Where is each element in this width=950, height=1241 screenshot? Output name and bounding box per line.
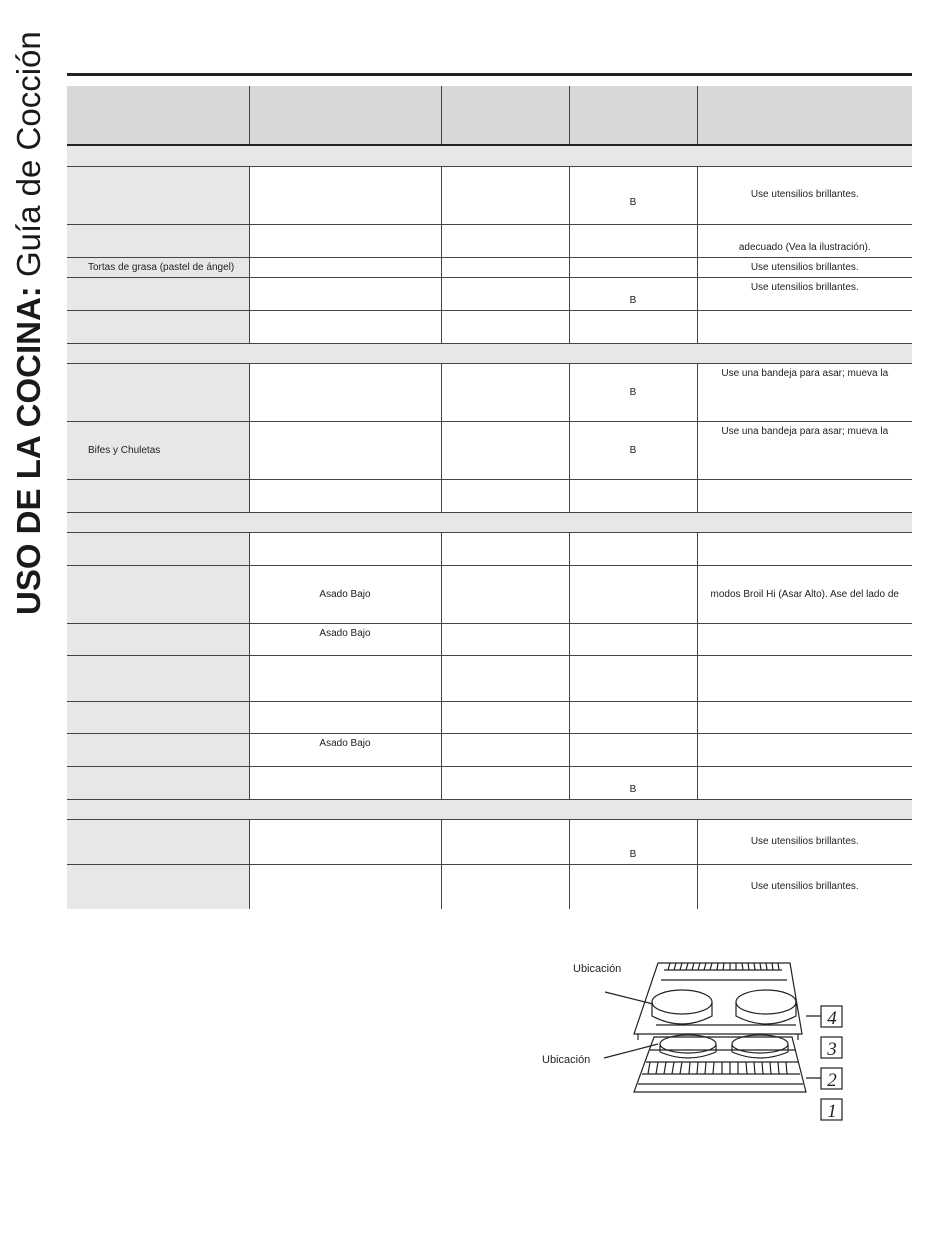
table-cell bbox=[569, 532, 697, 565]
table-cell bbox=[441, 701, 569, 733]
table-cell bbox=[67, 655, 249, 701]
table-row bbox=[67, 166, 912, 224]
side-title-light: Guía de Cocción bbox=[10, 31, 47, 287]
table-cell bbox=[697, 532, 912, 565]
table-cell: Use utensilios brillantes. bbox=[697, 277, 912, 310]
rack-number-4: 4 bbox=[827, 1008, 837, 1029]
section-row bbox=[67, 145, 912, 166]
table-cell bbox=[569, 257, 697, 277]
table-cell bbox=[249, 166, 441, 224]
section-cell bbox=[67, 512, 912, 532]
table-cell: Use utensilios brillantes. bbox=[697, 864, 912, 909]
table-cell bbox=[441, 766, 569, 799]
table-row bbox=[67, 864, 912, 909]
table-cell bbox=[697, 733, 912, 766]
rack-position-diagram bbox=[530, 950, 860, 1130]
cooking-guide-table bbox=[67, 86, 912, 909]
table-cell bbox=[569, 655, 697, 701]
pan-right-upper bbox=[736, 990, 796, 1014]
page-side-title bbox=[6, 31, 52, 615]
section-cell bbox=[67, 799, 912, 819]
table-cell: B bbox=[569, 819, 697, 864]
table-cell bbox=[249, 479, 441, 512]
section-row bbox=[67, 343, 912, 363]
table-cell bbox=[441, 277, 569, 310]
table-cell bbox=[441, 166, 569, 224]
table-cell bbox=[441, 733, 569, 766]
table-cell bbox=[67, 166, 249, 224]
table-cell bbox=[249, 864, 441, 909]
table-cell bbox=[697, 655, 912, 701]
section-row bbox=[67, 512, 912, 532]
table-cell bbox=[67, 224, 249, 257]
position-label-bottom: Ubicación bbox=[542, 1054, 591, 1066]
table-cell: B bbox=[569, 421, 697, 479]
table-cell bbox=[441, 479, 569, 512]
table-row bbox=[67, 421, 912, 479]
table-cell bbox=[67, 363, 249, 421]
table-cell: B bbox=[569, 277, 697, 310]
table-cell bbox=[67, 623, 249, 655]
table-row bbox=[67, 623, 912, 655]
rack-number-1: 1 bbox=[827, 1101, 837, 1122]
table-cell bbox=[569, 310, 697, 343]
table-cell bbox=[67, 479, 249, 512]
table-cell: Asado Bajo bbox=[249, 565, 441, 623]
table-row bbox=[67, 819, 912, 864]
table-cell bbox=[67, 565, 249, 623]
table-cell bbox=[67, 864, 249, 909]
table-cell bbox=[697, 766, 912, 799]
table-row bbox=[67, 363, 912, 421]
table-cell bbox=[697, 623, 912, 655]
table-row bbox=[67, 701, 912, 733]
table-cell: B bbox=[569, 766, 697, 799]
table-cell: Asado Bajo bbox=[249, 733, 441, 766]
table-cell: Use utensilios brillantes. bbox=[697, 257, 912, 277]
table-row bbox=[67, 733, 912, 766]
table-row bbox=[67, 565, 912, 623]
table-cell: Use una bandeja para asar; mueva la bbox=[697, 421, 912, 479]
table-row bbox=[67, 655, 912, 701]
header-cell bbox=[67, 86, 249, 145]
table-cell bbox=[249, 257, 441, 277]
table-row bbox=[67, 277, 912, 310]
table-cell: Tortas de grasa (pastel de ángel) bbox=[67, 257, 249, 277]
table-cell bbox=[67, 819, 249, 864]
table-cell bbox=[249, 532, 441, 565]
table-cell: modos Broil Hi (Asar Alto). Ase del lado de bbox=[697, 565, 912, 623]
table-cell bbox=[441, 224, 569, 257]
header-cell bbox=[569, 86, 697, 145]
table-header-row bbox=[67, 86, 912, 145]
rack-number-3: 3 bbox=[827, 1039, 837, 1060]
table-cell bbox=[441, 310, 569, 343]
table-cell bbox=[249, 363, 441, 421]
table-cell bbox=[67, 701, 249, 733]
table-cell: Use utensilios brillantes. bbox=[697, 819, 912, 864]
table-cell bbox=[569, 479, 697, 512]
table-row bbox=[67, 257, 912, 277]
table-cell bbox=[249, 655, 441, 701]
table-cell: Bifes y Chuletas bbox=[67, 421, 249, 479]
table-cell bbox=[697, 701, 912, 733]
table-cell bbox=[67, 310, 249, 343]
table-cell: Use una bandeja para asar; mueva la bbox=[697, 363, 912, 421]
table-cell bbox=[569, 701, 697, 733]
table-cell bbox=[249, 277, 441, 310]
table-row bbox=[67, 224, 912, 257]
table-cell bbox=[441, 532, 569, 565]
table-cell bbox=[569, 565, 697, 623]
table-cell bbox=[697, 310, 912, 343]
table-cell bbox=[441, 363, 569, 421]
table-cell bbox=[249, 421, 441, 479]
table-cell: Asado Bajo bbox=[249, 623, 441, 655]
section-row bbox=[67, 799, 912, 819]
header-cell bbox=[441, 86, 569, 145]
table-cell bbox=[249, 310, 441, 343]
section-cell bbox=[67, 145, 912, 166]
table-cell bbox=[441, 421, 569, 479]
table-cell bbox=[441, 864, 569, 909]
table-cell: adecuado (Vea la ilustración). bbox=[697, 224, 912, 257]
table-cell bbox=[67, 733, 249, 766]
table-cell bbox=[441, 623, 569, 655]
position-label-top: Ubicación bbox=[573, 963, 622, 975]
table-cell bbox=[67, 532, 249, 565]
rack-number-2: 2 bbox=[827, 1070, 837, 1091]
pan-left-upper bbox=[652, 990, 712, 1014]
table-cell: B bbox=[569, 363, 697, 421]
table-cell bbox=[697, 479, 912, 512]
table-cell bbox=[249, 701, 441, 733]
table-row bbox=[67, 766, 912, 799]
table-cell bbox=[441, 565, 569, 623]
header-cell bbox=[697, 86, 912, 145]
table-cell bbox=[569, 623, 697, 655]
table-cell bbox=[441, 655, 569, 701]
table-cell bbox=[441, 257, 569, 277]
table-cell bbox=[569, 224, 697, 257]
leader-line-bottom bbox=[604, 1044, 658, 1058]
table-cell: B bbox=[569, 166, 697, 224]
table-cell bbox=[249, 224, 441, 257]
table-cell bbox=[67, 766, 249, 799]
side-title-bold: USO DE LA COCINA: bbox=[10, 286, 47, 615]
top-rule bbox=[67, 73, 912, 76]
table-cell bbox=[569, 733, 697, 766]
oven-racks-illustration bbox=[530, 950, 860, 1130]
table-row bbox=[67, 310, 912, 343]
table-row bbox=[67, 479, 912, 512]
table-cell bbox=[441, 819, 569, 864]
table-cell bbox=[249, 819, 441, 864]
header-cell bbox=[249, 86, 441, 145]
table-cell bbox=[569, 864, 697, 909]
table-cell bbox=[67, 277, 249, 310]
section-cell bbox=[67, 343, 912, 363]
table-cell bbox=[249, 766, 441, 799]
table-row bbox=[67, 532, 912, 565]
table-cell: Use utensilios brillantes. bbox=[697, 166, 912, 224]
